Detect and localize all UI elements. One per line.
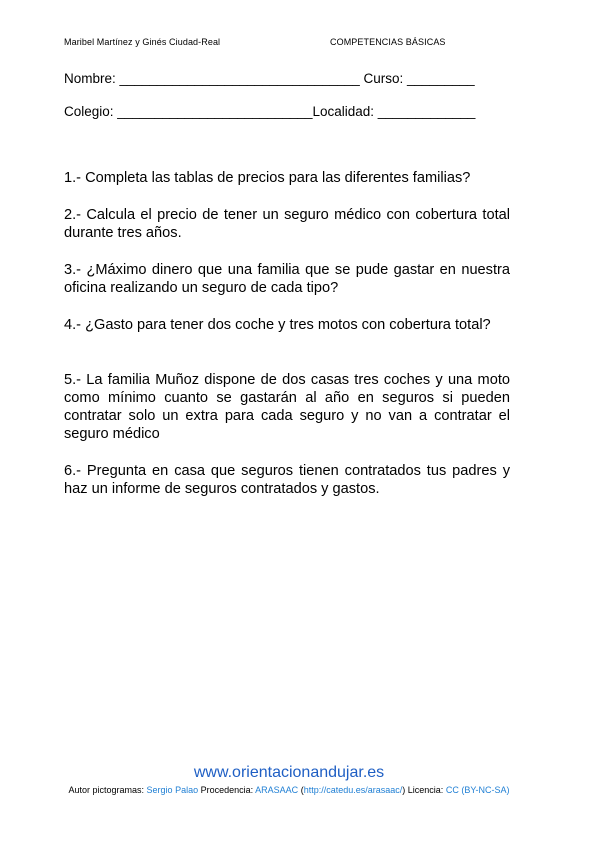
header-subject: COMPETENCIAS BÁSICAS bbox=[330, 37, 446, 47]
question-3: 3.- ¿Máximo dinero que una familia que se pude gastar en nuestra oficina realizando un seguro de cada tipo? bbox=[64, 262, 510, 296]
autor-name: Sergio Palao bbox=[146, 785, 199, 795]
question-2: 2.- Calcula el precio de tener un seguro médico con cobertura total durante tres años. bbox=[64, 207, 510, 241]
nombre-curso-field[interactable]: Nombre: ________________________________ Curso: _________ bbox=[64, 71, 475, 86]
autor-label: Autor pictogramas: bbox=[68, 785, 145, 795]
colegio-localidad-field[interactable]: Colegio: __________________________Localidad: _____________ bbox=[64, 104, 476, 119]
header-authors: Maribel Martínez y Ginés Ciudad-Real bbox=[64, 37, 221, 47]
procedencia-name: ARASAAC bbox=[255, 785, 299, 795]
question-5: 5.- La familia Muñoz dispone de dos casas tres coches y una moto como mínimo cuanto se gastarán al año en seguros si pueden contratar solo un extra para cada seguro y no van a contratar el seguro médico bbox=[64, 372, 510, 442]
procedencia-paren: (http://catedu.es/arasaac/) bbox=[300, 785, 406, 795]
procedencia-url-link[interactable]: http://catedu.es/arasaac/ bbox=[303, 785, 403, 795]
footer-credits bbox=[62, 784, 516, 797]
procedencia-label: Procedencia: bbox=[200, 785, 254, 795]
licencia-name: CC (BY-NC-SA) bbox=[445, 785, 510, 795]
licencia-label: Licencia: bbox=[407, 785, 444, 795]
footer-url-link[interactable]: www.orientacionandujar.es bbox=[193, 764, 385, 781]
question-1: 1.- Completa las tablas de precios para las diferentes familias? bbox=[64, 170, 471, 186]
question-6: 6.- Pregunta en casa que seguros tienen contratados tus padres y haz un informe de seguros contratados y gastos. bbox=[64, 463, 510, 497]
question-4: 4.- ¿Gasto para tener dos coche y tres motos con cobertura total? bbox=[64, 317, 491, 333]
